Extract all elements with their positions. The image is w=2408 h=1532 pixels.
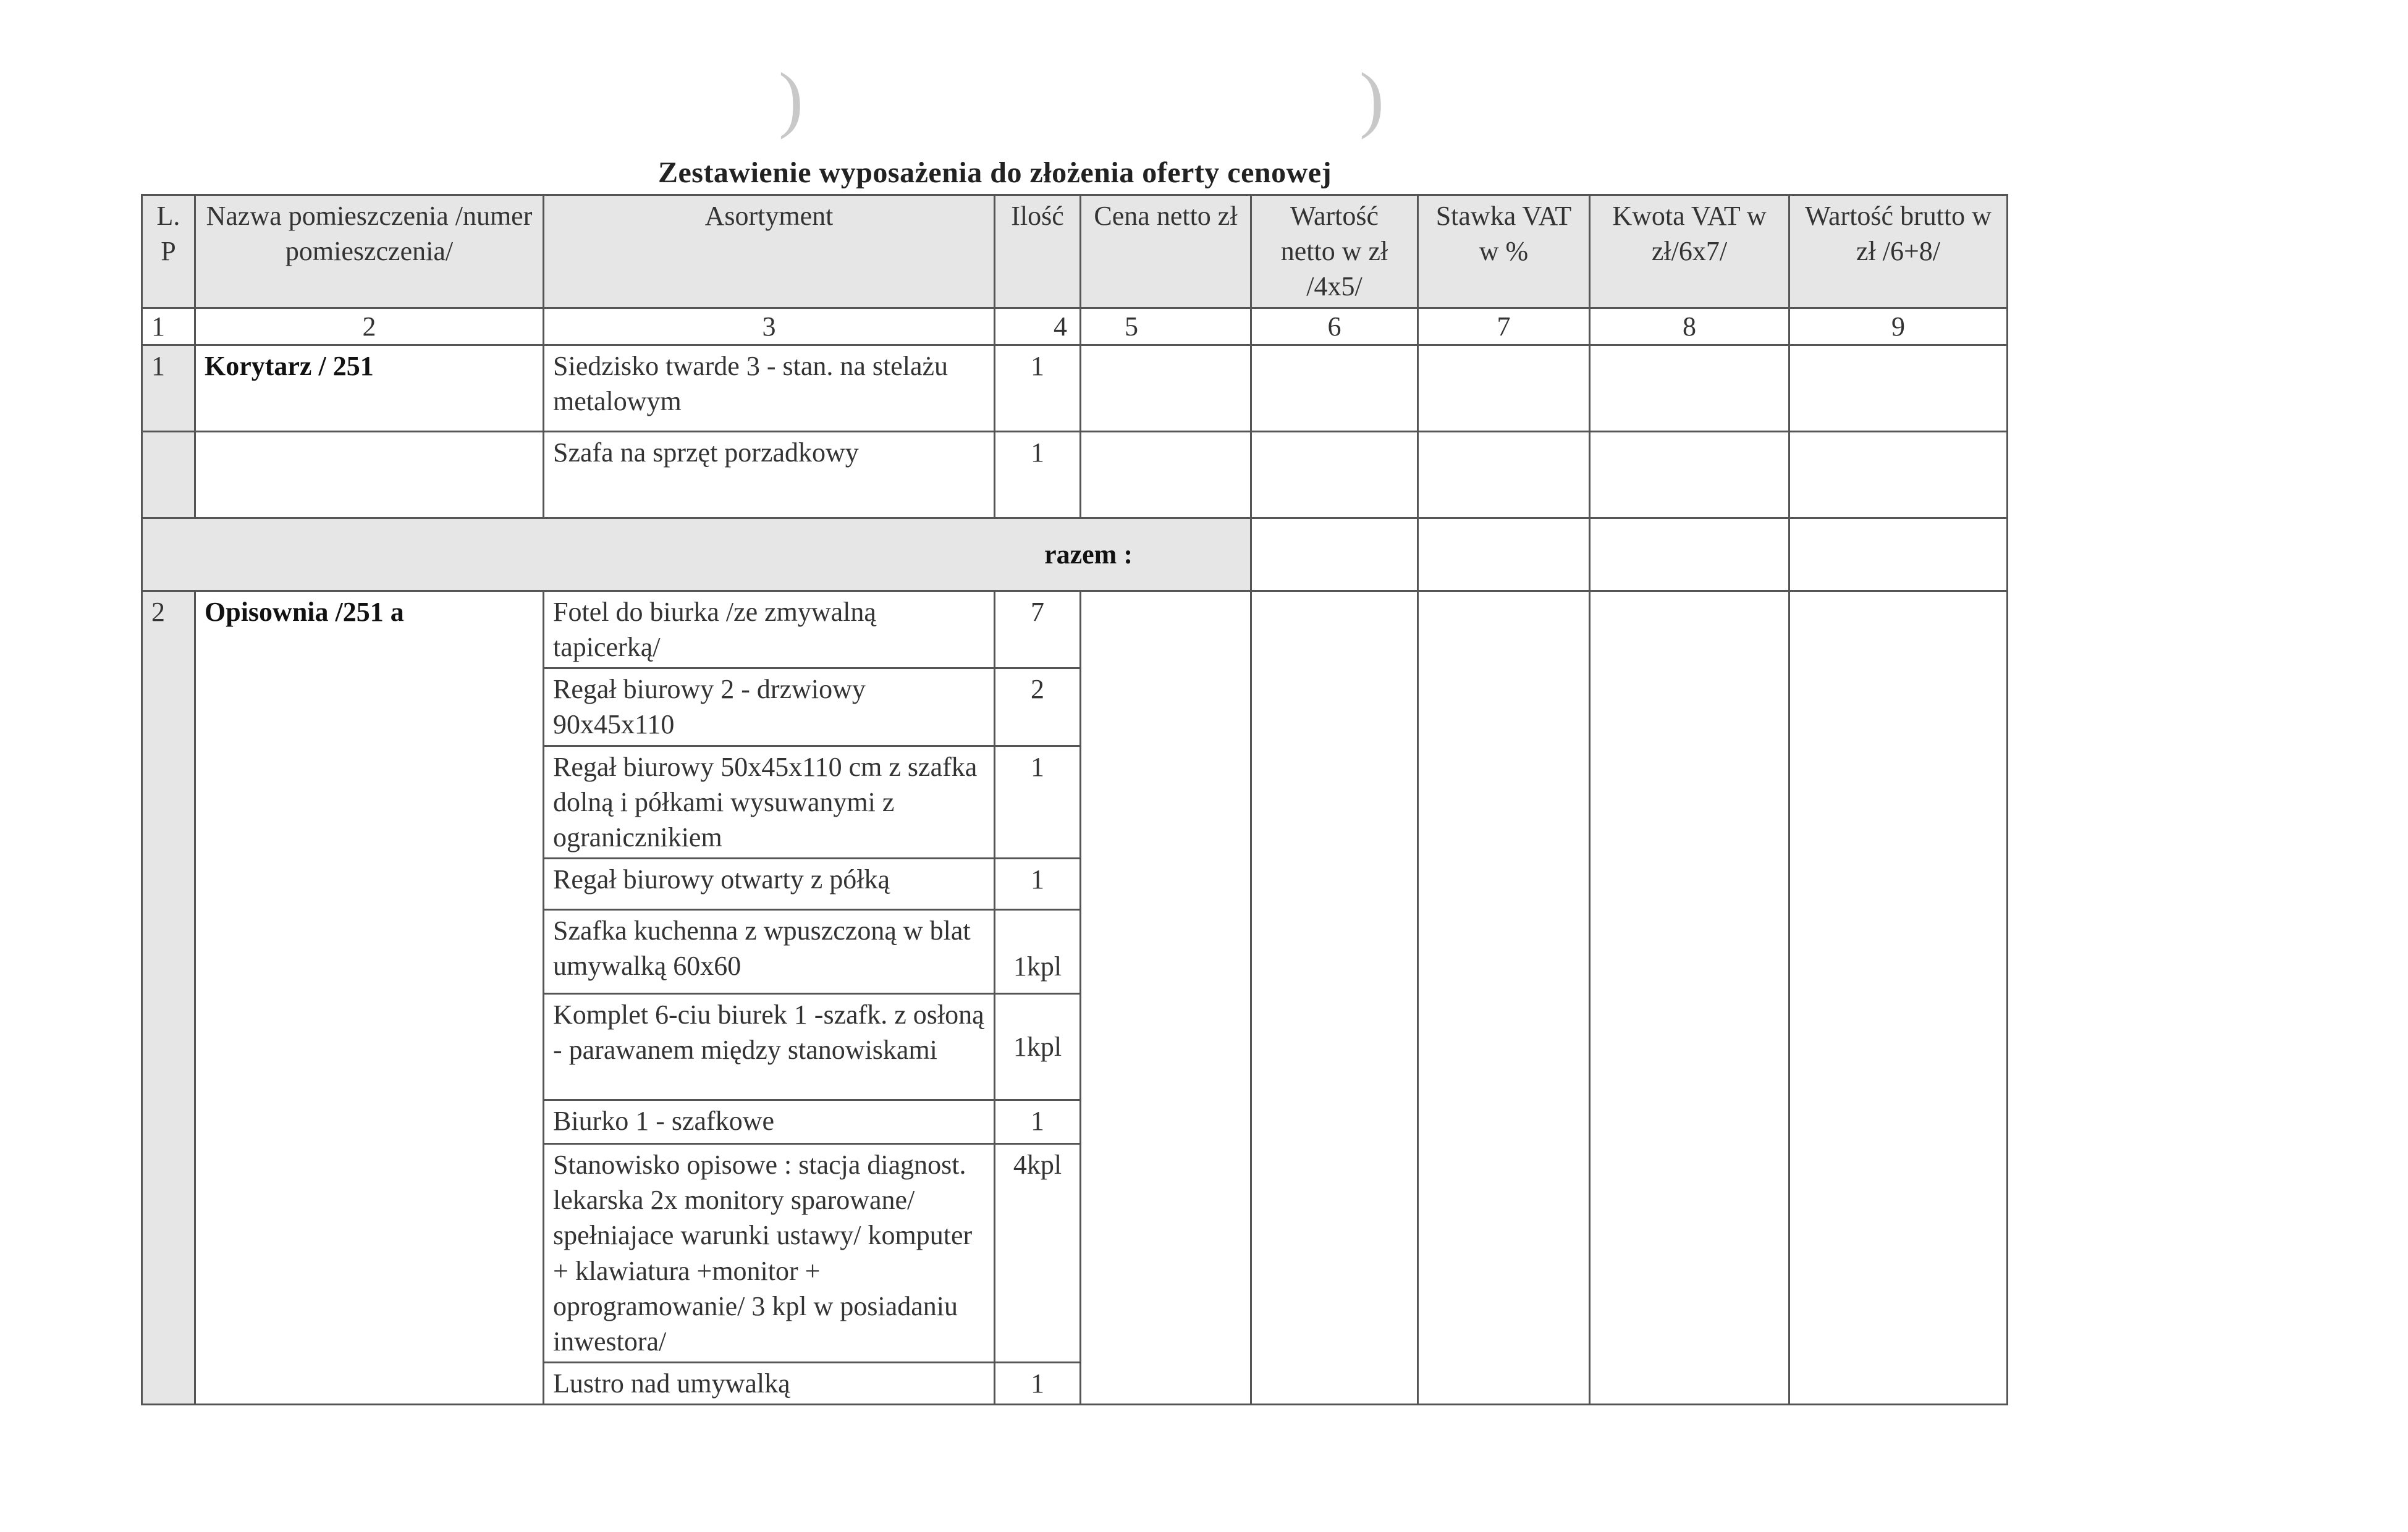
cell-empty bbox=[1789, 518, 2008, 591]
header-item: Asortyment bbox=[544, 195, 995, 308]
item-qty: 1 bbox=[995, 859, 1081, 910]
column-number-row bbox=[142, 308, 2008, 345]
cell-empty bbox=[1418, 591, 1590, 1405]
table-row bbox=[142, 431, 2008, 518]
item-name: Szafka kuchenna z wpuszczoną w blat umywalką 60x60 bbox=[544, 910, 995, 994]
column-number: 3 bbox=[544, 308, 995, 345]
row-lp: 1 bbox=[142, 345, 195, 431]
cell-empty bbox=[142, 431, 195, 518]
item-qty: 1 bbox=[995, 746, 1081, 859]
item-name: Komplet 6-ciu biurek 1 -szafk. z osłoną - parawanem między stanowiskami bbox=[544, 994, 995, 1100]
item-qty: 1kpl bbox=[995, 994, 1081, 1100]
cell-empty bbox=[1789, 431, 2008, 518]
cell-empty bbox=[1789, 345, 2008, 431]
subtotal-label: razem : bbox=[142, 518, 1251, 591]
item-qty: 1 bbox=[995, 431, 1081, 518]
column-number: 2 bbox=[195, 308, 544, 345]
header-net-value: Wartość netto w zł /4x5/ bbox=[1251, 195, 1418, 308]
cell-empty bbox=[1251, 518, 1418, 591]
scan-artifact: ) bbox=[779, 57, 803, 140]
header-vat-rate: Stawka VAT w % bbox=[1418, 195, 1590, 308]
header-vat-amount: Kwota VAT w zł/6x7/ bbox=[1590, 195, 1789, 308]
header-room: Nazwa pomieszczenia /numer pomieszczenia/ bbox=[195, 195, 544, 308]
item-name: Regał biurowy 2 - drzwiowy 90x45x110 bbox=[544, 668, 995, 746]
item-qty: 1 bbox=[995, 1363, 1081, 1405]
room-name: Opisownia /251 a bbox=[195, 591, 544, 1405]
header-qty: Ilość bbox=[995, 195, 1081, 308]
cell-empty bbox=[1081, 431, 1251, 518]
cell-empty bbox=[1081, 345, 1251, 431]
subtotal-row bbox=[142, 518, 2008, 591]
column-number: 7 bbox=[1418, 308, 1590, 345]
cell-empty bbox=[1418, 345, 1590, 431]
equipment-table bbox=[141, 194, 2008, 1405]
item-name: Biurko 1 - szafkowe bbox=[544, 1100, 995, 1144]
cell-empty bbox=[1590, 518, 1789, 591]
item-qty: 1kpl bbox=[995, 910, 1081, 994]
table-header-row bbox=[142, 195, 2008, 308]
cell-empty bbox=[1590, 431, 1789, 518]
item-qty: 1 bbox=[995, 1100, 1081, 1144]
cell-empty bbox=[1081, 591, 1251, 1405]
cell-empty bbox=[1590, 345, 1789, 431]
row-lp: 2 bbox=[142, 591, 195, 1405]
item-name: Regał biurowy otwarty z półką bbox=[544, 859, 995, 910]
cell-empty bbox=[1418, 431, 1590, 518]
table-row bbox=[142, 591, 2008, 668]
column-number: 1 bbox=[142, 308, 195, 345]
header-gross-value: Wartość brutto w zł /6+8/ bbox=[1789, 195, 2008, 308]
item-qty: 1 bbox=[995, 345, 1081, 431]
cell-empty bbox=[1251, 431, 1418, 518]
column-number: 8 bbox=[1590, 308, 1789, 345]
column-number: 9 bbox=[1789, 308, 2008, 345]
cell-empty bbox=[1590, 591, 1789, 1405]
item-name: Lustro nad umywalką bbox=[544, 1363, 995, 1405]
item-qty: 4kpl bbox=[995, 1144, 1081, 1363]
item-qty: 2 bbox=[995, 668, 1081, 746]
item-name: Siedzisko twarde 3 - stan. na stelażu metalowym bbox=[544, 345, 995, 431]
document-title: Zestawienie wyposażenia do złożenia oferty cenowej bbox=[657, 156, 1332, 189]
item-qty: 7 bbox=[995, 591, 1081, 668]
header-lp: L. P bbox=[142, 195, 195, 308]
item-name: Stanowisko opisowe : stacja diagnost. lekarska 2x monitory sparowane/ spełniajace warunki ustawy/ komputer + klawiatura +monitor + oprogramowanie/ 3 kpl w posiadaniu inwestora/ bbox=[544, 1144, 995, 1363]
cell-empty bbox=[1789, 591, 2008, 1405]
item-name: Regał biurowy 50x45x110 cm z szafka dolną i półkami wysuwanymi z ogranicznikiem bbox=[544, 746, 995, 859]
header-net-price: Cena netto zł bbox=[1081, 195, 1251, 308]
item-name: Fotel do biurka /ze zmywalną tapicerką/ bbox=[544, 591, 995, 668]
cell-empty bbox=[1251, 345, 1418, 431]
cell-empty bbox=[1251, 591, 1418, 1405]
column-number: 4 bbox=[995, 308, 1081, 345]
scan-artifact: ) bbox=[1359, 57, 1384, 140]
item-name: Szafa na sprzęt porzadkowy bbox=[544, 431, 995, 518]
cell-empty bbox=[195, 431, 544, 518]
cell-empty bbox=[1418, 518, 1590, 591]
table-row bbox=[142, 345, 2008, 431]
column-number: 6 bbox=[1251, 308, 1418, 345]
column-number: 5 bbox=[1081, 308, 1251, 345]
room-name: Korytarz / 251 bbox=[195, 345, 544, 431]
